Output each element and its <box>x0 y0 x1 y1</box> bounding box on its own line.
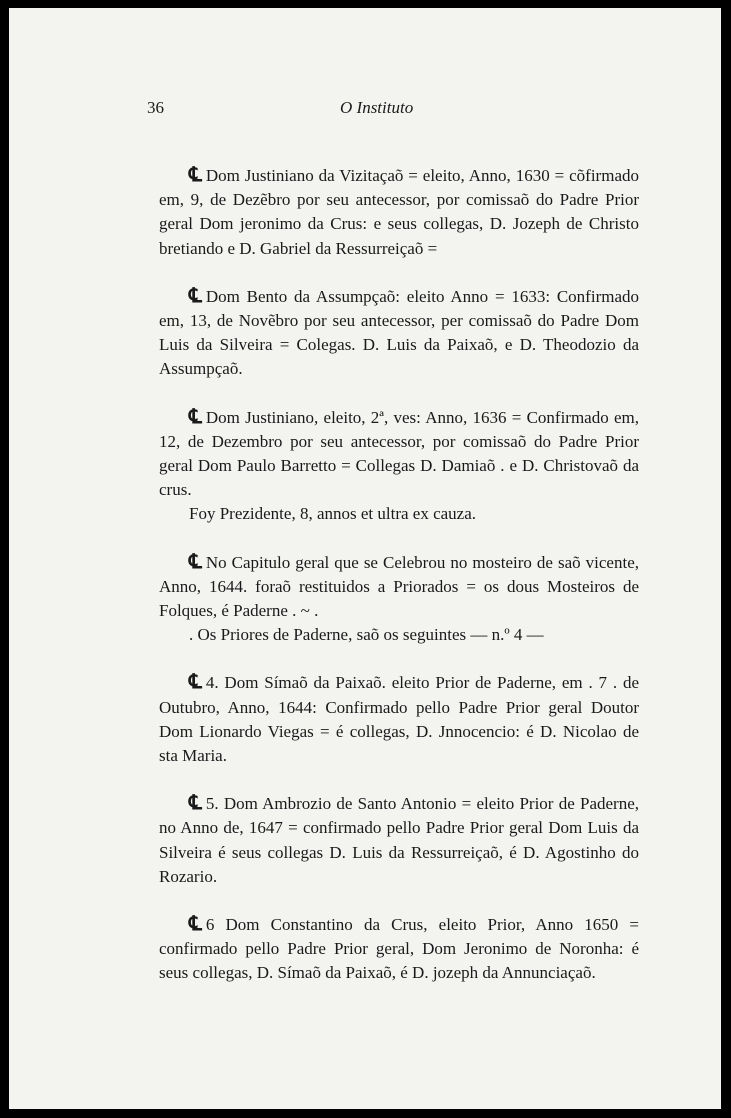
entry-text: 4. Dom Símaõ da Paixaõ. eleito Prior de Paderne, em . 7 . de Outubro, Anno, 1644: Confirmado pello Padre Prior geral Doutor Dom Lionardo Viegas = é collegas, D. Jnnocencio: é D. Nicolao de sta Maria. <box>159 673 639 766</box>
entry-6 <box>159 791 639 889</box>
running-title: O Instituto <box>340 98 414 117</box>
pilcrow-icon: ℄ <box>189 164 202 186</box>
entry-text: No Capitulo geral que se Celebrou no mosteiro de saõ vicente, Anno, 1644. foraõ restituidos a Priorados = os dous Mosteiros de Folques, é Paderne . ~ . <box>159 552 639 621</box>
entry-subline: Foy Prezidente, 8, annos et ultra ex cauza. <box>189 504 477 524</box>
entry-7 <box>159 912 639 986</box>
entry-3 <box>159 405 639 527</box>
entry-2 <box>159 284 639 382</box>
entry-5 <box>159 670 639 768</box>
pilcrow-icon: ℄ <box>189 671 202 694</box>
pilcrow-icon: ℄ <box>189 405 202 428</box>
entry-text: 5. Dom Ambrozio de Santo Antonio = eleito Prior de Paderne, no Anno de, 1647 = confirmado pello Padre Prior geral Dom Luis da Silveira é seus collegas D. Luis da Ressurreiçaõ, é D. Agostinho do Rozario. <box>159 794 639 886</box>
pilcrow-icon: ℄ <box>189 913 202 936</box>
book-page <box>9 8 721 1109</box>
page-number: 36 <box>147 98 164 117</box>
entry-subline: . Os Priores de Paderne, saõ os seguintes — n.º 4 — <box>189 625 544 645</box>
pilcrow-icon: ℄ <box>189 550 202 573</box>
entry-4 <box>159 550 639 648</box>
entry-text: Dom Bento da Assumpçaõ: eleito Anno = 1633: Confirmado em, 13, de Novẽbro por seu antecessor, per comissaõ do Padre Dom Luis da Silveira = Colegas. D. Luis da Paixaõ, e D. Theodozio da Assumpçaõ. <box>159 286 639 379</box>
pilcrow-icon: ℄ <box>189 284 202 307</box>
page-body <box>159 163 639 986</box>
entry-1 <box>159 163 639 261</box>
pilcrow-icon: ℄ <box>189 792 202 815</box>
entry-text: Dom Justiniano da Vizitaçaõ = eleito, Anno, 1630 = cõfirmado em, 9, de Dezẽbro por seu antecessor, por comissaõ do Padre Prior geral Dom jeronimo da Crus: e seus collegas, D. Jozeph de Christo bretiando e D. Gabriel da Ressurreiçaõ = <box>159 166 639 258</box>
entry-text: 6 Dom Constantino da Crus, eleito Prior, Anno 1650 = confirmado pello Padre Prior geral, Dom Jeronimo de Noronha: é seus collegas, D. Símaõ da Paixaõ, é D. jozeph da Annunciaçaõ. <box>159 915 639 983</box>
entry-text: Dom Justiniano, eleito, 2ª, ves: Anno, 1636 = Confirmado em, 12, de Dezembro por seu antecessor, por comissaõ do Padre Prior geral Dom Paulo Barretto = Collegas D. Damiaõ . e D. Christovaõ da crus. <box>159 407 639 500</box>
page-header <box>147 98 587 122</box>
